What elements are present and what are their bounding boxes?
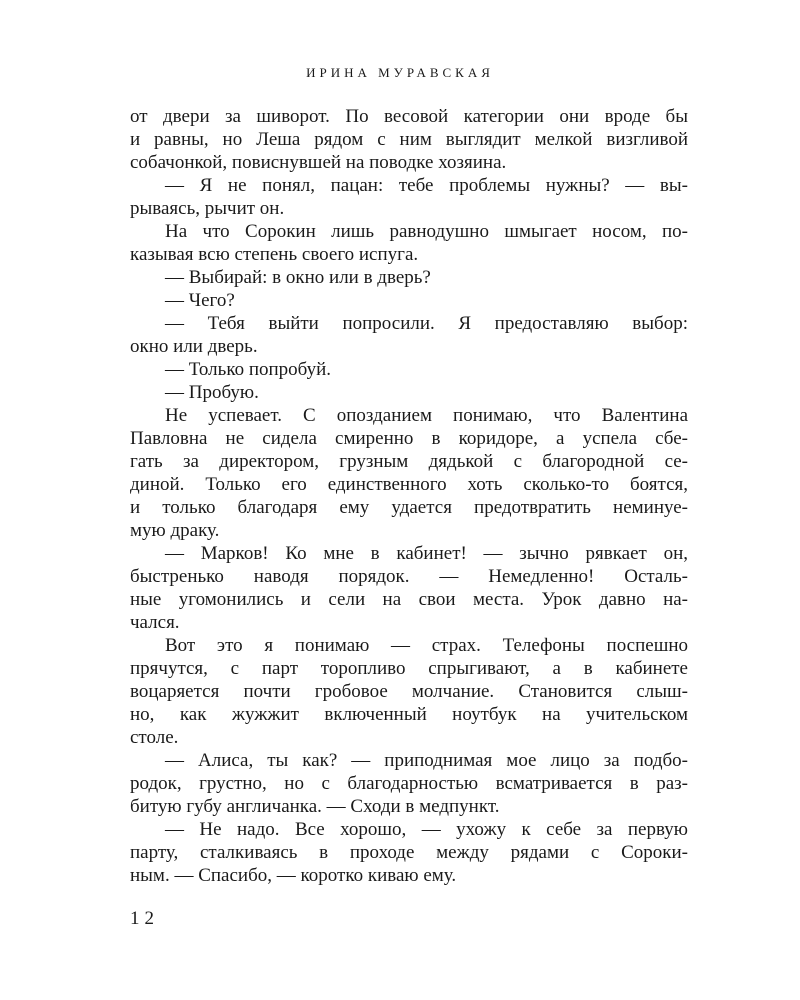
text-line: но, как жужжит включенный ноутбук на учительском bbox=[130, 704, 688, 725]
text-line: прячутся, с парт торопливо спрыгивают, а в кабинете bbox=[130, 658, 688, 679]
running-header: ИРИНА МУРАВСКАЯ bbox=[306, 65, 494, 80]
text-line: и равны, но Леша рядом с ним выглядит мелкой визгливой bbox=[130, 129, 688, 150]
text-line: ные угомонились и сели на свои места. Урок давно на- bbox=[130, 589, 688, 610]
text-line: — Алиса, ты как? — приподнимая мое лицо за подбо- bbox=[165, 750, 688, 771]
text-line: собачонкой, повиснувшей на поводке хозяина. bbox=[130, 152, 507, 173]
text-line: — Не надо. Все хорошо, — ухожу к себе за первую bbox=[165, 819, 688, 840]
text-line: быстренько наводя порядок. — Немедленно! Осталь- bbox=[130, 566, 688, 587]
text-line: и только благодаря ему удается предотвратить неминуе- bbox=[130, 497, 688, 518]
text-line: окно или дверь. bbox=[130, 336, 258, 357]
text-line: — Только попробуй. bbox=[165, 359, 332, 380]
text-line: воцаряется почти гробовое молчание. Становится слыш- bbox=[130, 681, 688, 702]
text-line: гать за директором, грузным дядькой с благородной се- bbox=[130, 451, 688, 472]
text-line: — Чего? bbox=[165, 290, 235, 311]
text-line: ным. — Спасибо, — коротко киваю ему. bbox=[130, 865, 457, 886]
text-line: парту, сталкиваясь в проходе между рядами с Сороки- bbox=[130, 842, 688, 863]
text-line: — Пробую. bbox=[165, 382, 259, 403]
text-line: — Выбирай: в окно или в дверь? bbox=[165, 267, 431, 288]
text-line: чался. bbox=[130, 612, 180, 633]
text-line: рываясь, рычит он. bbox=[130, 198, 285, 219]
text-line: Не успевает. С опозданием понимаю, что Валентина bbox=[165, 405, 688, 426]
text-line: казывая всю степень своего испуга. bbox=[130, 244, 419, 265]
text-line: Вот это я понимаю — страх. Телефоны поспешно bbox=[165, 635, 688, 656]
text-line: Павловна не сидела смиренно в коридоре, а успела сбе- bbox=[130, 428, 688, 449]
text-line: битую губу англичанка. — Сходи в медпункт. bbox=[130, 796, 500, 817]
page-number: 12 bbox=[130, 908, 159, 929]
body-text bbox=[130, 105, 688, 887]
text-line: от двери за шиворот. По весовой категории они вроде бы bbox=[130, 106, 688, 127]
text-line: родок, грустно, но с благодарностью всматривается в раз- bbox=[130, 773, 688, 794]
text-line: мую драку. bbox=[130, 520, 220, 541]
text-line: На что Сорокин лишь равнодушно шмыгает носом, по- bbox=[165, 221, 688, 242]
text-line: диной. Только его единственного хоть сколько-то боятся, bbox=[130, 474, 688, 495]
text-line: — Тебя выйти попросили. Я предоставляю выбор: bbox=[165, 313, 688, 334]
text-line: — Марков! Ко мне в кабинет! — зычно рявкает он, bbox=[165, 543, 688, 564]
text-line: — Я не понял, пацан: тебе проблемы нужны? — вы- bbox=[165, 175, 688, 196]
text-line: столе. bbox=[130, 727, 179, 748]
